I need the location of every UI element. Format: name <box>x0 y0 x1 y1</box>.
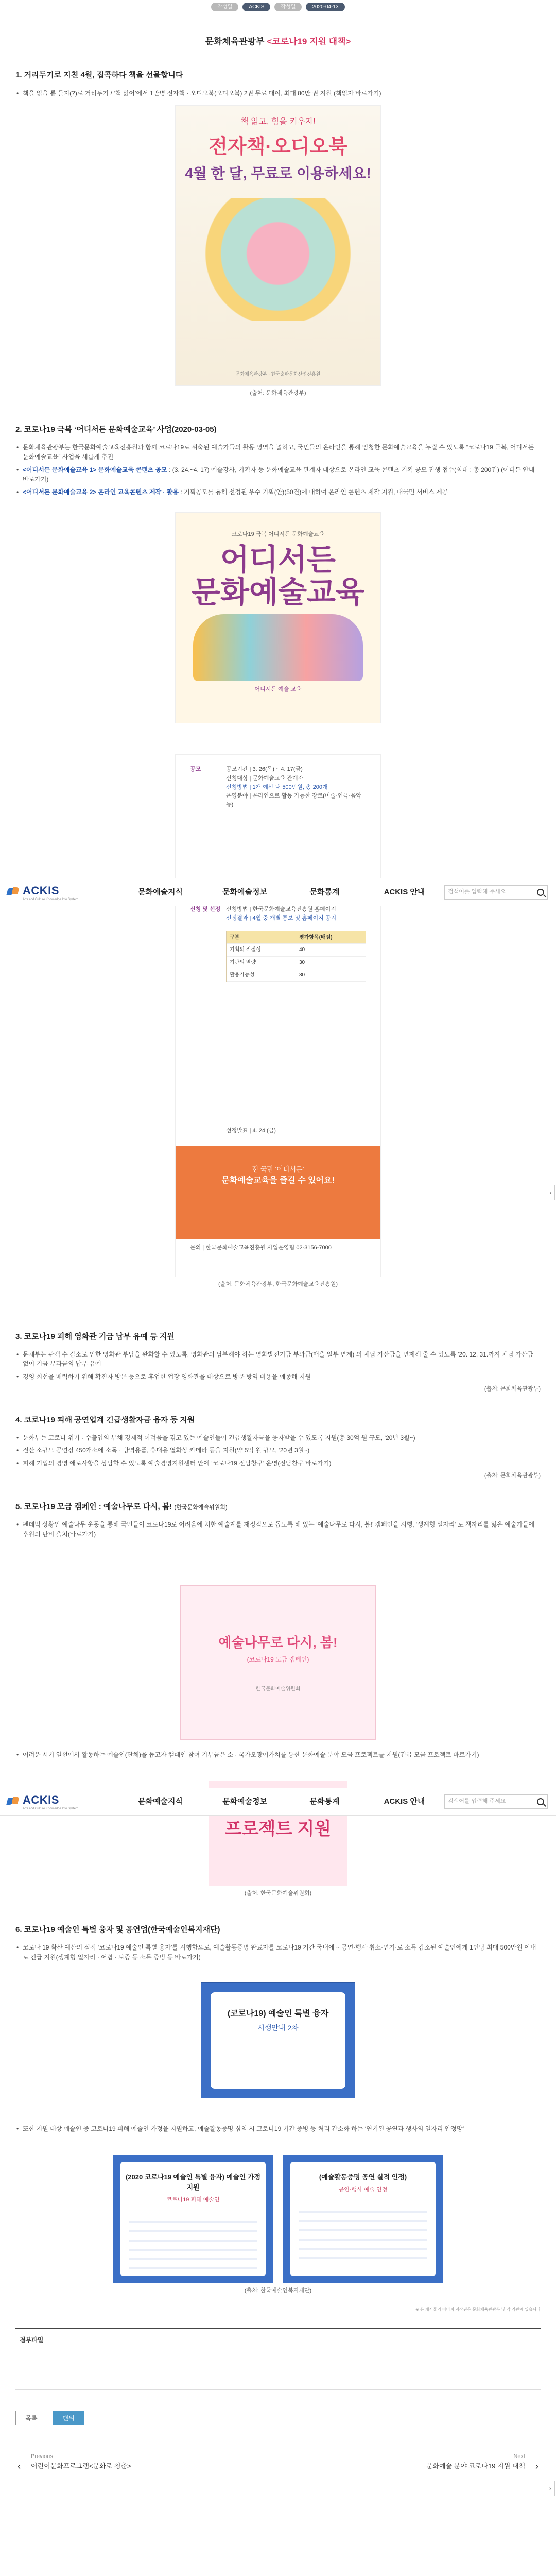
top-button[interactable]: 맨위 <box>53 2411 84 2425</box>
poster-text: 코로나19 피해 예술인 <box>166 2197 220 2204</box>
pager-title: 문화예술 분야 코로나19 지원 대책 <box>426 2462 525 2470</box>
search-input[interactable] <box>444 1794 548 1809</box>
section-5 <box>15 1501 541 1898</box>
attachments-box <box>15 2328 541 2390</box>
image-caption: (출처: 한국예술인복지재단) <box>244 2287 312 2294</box>
poster-text: 프로젝트 지원 <box>224 1819 332 1839</box>
poster-pair <box>15 2155 541 2283</box>
bullet-text: • 또한 지원 대상 예술인 중 코로나19 피해 예술인 가정을 지원하고, 예술활동증명 심의 시 코로나19 기간 증빙 등 처리 간소화 하는 ‘연기된 공연과 행사의 일자리 안정망’ <box>15 2124 541 2134</box>
bullet-rest: : 기획공모를 통해 선정된 우수 기획(안)(50건)에 대하여 온라인 콘텐츠 제작 지원, 대국민 서비스 제공 <box>180 488 448 496</box>
site-header <box>0 1788 556 1816</box>
image-caption: (출처: 문화체육관광부) <box>250 390 306 397</box>
bullet-rest: : (3. 24.~4. 17) 예술강사, 기획자 등 문화예술교육 관계자 대상으로 온라인 교육 콘텐츠 기획 공모 진행 접수(최대 : 총 200건) (어디든 안내 바로가기) <box>23 466 535 483</box>
poster-text: (2020 코로나19 예술인 특별 융자) 예술인 가정 지원 <box>125 2173 261 2191</box>
nav-item[interactable]: 문화예술지식 <box>137 887 183 896</box>
poster-text: 전자책·오디오북 <box>208 135 348 158</box>
poster-text: (코로나19) 예술인 특별 융자 <box>227 2009 329 2019</box>
section-title: 3. 코로나19 피해 영화관 기금 납부 유예 등 지원 <box>15 1332 175 1341</box>
site-header <box>0 878 556 906</box>
logo-text: ACKIS <box>23 1793 59 1806</box>
orange-banner <box>176 1146 380 1239</box>
logo[interactable] <box>7 882 125 902</box>
info-body <box>226 765 366 809</box>
section-title: 1. 거리두기로 지친 4월, 집콕하다 책을 선물합니다 <box>15 71 183 80</box>
title-accent: <코로나19 지원 대책> <box>267 37 351 46</box>
meta-chip: 작성일 <box>274 3 302 12</box>
page-title <box>15 35 541 48</box>
section-title: 6. 코로나19 예술인 특별 융자 및 공연업(한국예술인복지재단) <box>15 1925 220 1934</box>
image-caption: (출처: 문화체육관광부) <box>484 1472 541 1479</box>
nav-item[interactable]: 문화예술정보 <box>222 887 267 896</box>
nav-item[interactable]: 문화예술지식 <box>137 1797 183 1806</box>
poster-text: 4월 한 달, 무료로 이용하세요! <box>185 165 371 181</box>
chevron-left-icon: ‹ <box>18 2461 21 2472</box>
image-caption: (출처: 문화체육관광부, 한국문화예술교육진흥원) <box>218 1281 338 1288</box>
chevron-right-icon[interactable]: › <box>546 2481 555 2496</box>
section-title: 4. 코로나19 피해 공연업계 긴급생활자금 융자 등 지원 <box>15 1415 195 1425</box>
search-icon[interactable] <box>537 889 544 896</box>
org-name: 문화체육관광부 <box>205 37 265 46</box>
info-line: 공모기간 | 3. 26(목) ~ 4. 17(금) <box>226 766 303 773</box>
attachments-label: 첨부파일 <box>20 2336 44 2344</box>
poster-card <box>113 2155 273 2283</box>
poster-text: (코로나19 모금 캠페인) <box>247 1656 309 1664</box>
book-illustration <box>201 198 355 321</box>
table-head-cell: 평가항목(배점) <box>299 934 333 940</box>
info-line: 신청대상 | 문화예술교육 관계자 <box>226 775 304 782</box>
section-4 <box>15 1414 541 1480</box>
table-head-cell: 구분 <box>230 934 240 940</box>
table-row <box>227 944 366 957</box>
section-1 <box>15 69 541 398</box>
edu-poster <box>175 512 381 723</box>
table-row <box>227 969 366 982</box>
poster-inner <box>211 1992 345 2089</box>
list-button[interactable]: 목록 <box>15 2411 47 2425</box>
table-cell: 40 <box>299 947 305 953</box>
search-icon[interactable] <box>537 1798 544 1805</box>
prev-post-link[interactable] <box>15 2444 278 2490</box>
bullet-text: • 피해 기업의 경영 애로사항을 상담할 수 있도록 예술경영지원센터 안에 ‘코로나19 전담창구’ 운영(전담창구 바로가기) <box>15 1459 541 1468</box>
next-post-link[interactable] <box>278 2444 541 2490</box>
bullet-text: • 책을 읽을 통 들지(?)로 거리두기 / ‘책 읽어’에서 1만명 전자책 · 오디오북(오디오북) 2권 무료 대여, 최대 80만 권 지원 (책읽자 바로가기) <box>15 89 541 98</box>
contact-info: 문의 | 한국문화예술교육진흥원 사업운영팀 02-3156-7000 <box>190 1244 332 1251</box>
info-row <box>190 765 366 809</box>
bullet-label[interactable]: <어디서든 문화예술교육 2> 온라인 교육콘텐츠 제작 · 활용 <box>23 488 179 496</box>
poster-text: 한국문화예술위원회 <box>255 1686 301 1692</box>
loan-poster <box>201 1982 355 2098</box>
table-cell: 기관의 역량 <box>230 959 256 965</box>
poster-text: 공연·행사 예술 인정 <box>338 2186 388 2193</box>
copyright-note: ※ 본 게시물의 이미지 저작권은 문화체육관광부 및 각 기관에 있습니다 <box>415 2307 541 2312</box>
search-placeholder: 검색어를 입력해 주세요 <box>447 888 506 895</box>
poster-text: 코로나19 극복 어디서든 문화예술교육 <box>231 531 325 538</box>
global-nav <box>138 886 444 898</box>
poster-lines <box>129 2214 257 2270</box>
bullet-text <box>15 465 541 484</box>
button-row <box>15 2411 541 2425</box>
pager-label: Previous <box>31 2453 53 2460</box>
poster-text: 책 읽고, 힘을 키우자! <box>240 117 316 127</box>
pager-label: Next <box>513 2453 525 2460</box>
info-line: 선정발표 | 4. 24.(금) <box>226 1127 276 1134</box>
info-line: 신청방법 | 한국문화예술교육진흥원 홈페이지 <box>226 906 336 912</box>
bullet-text: • 펜데믹 상황인 예술나무 운동을 통해 국민들이 코로나19로 어려움에 처한 예술계를 재정적으로 돕도록 해 있는 ‘예술나무로 다시, 봄!’ 캠페인을 시행, ‘생계형 일자리’ 로 책자리를 잃은 예술가들에 후원의 단비 출처(바로가기) <box>15 1520 541 1539</box>
logo-icon <box>7 1795 20 1807</box>
article <box>15 14 541 2490</box>
search-placeholder: 검색어를 입력해 주세요 <box>447 1798 506 1804</box>
bullet-label[interactable]: <어디서든 문화예술교육 1> 문화예술교육 콘텐츠 공모 <box>23 466 167 473</box>
bullet-text: • 코로나 19 확산 예산의 실적 ‘코로나19 예술인 특별 융자’를 시행함으로, 예술활동증명 완료자를 코로나19 기간 국내에 ~ 공연·행사 취소·연기·로 소득 감소된 예술인에게 1인당 최대 500만원 이내로 긴급 지원(생계형 일자리 · 어렵 · 보증 등 소득 증빙 등 바로가기) <box>15 1943 541 1962</box>
section-2 <box>15 423 541 1289</box>
info-tag: 공모 <box>190 766 201 773</box>
spacer <box>15 1542 541 1578</box>
meta-strip <box>0 0 556 14</box>
poster-text: (예술활동증명 공연 실적 인정) <box>319 2173 407 2181</box>
table-header <box>227 931 366 944</box>
nav-item[interactable]: 문화통계 <box>309 1797 340 1806</box>
table-cell: 30 <box>299 959 305 965</box>
info-row <box>190 1127 366 1136</box>
section-title <box>15 1501 541 1513</box>
logo-subtitle: Arts and Culture Knowledge Info System <box>23 1807 79 1810</box>
poster-inner <box>290 2162 436 2276</box>
bullet-text: • 어려운 시기 일선에서 활동하는 예술인(단체)을 돕고자 캠페인 참여 기부금은 소 · 국가오광이가치를 통한 문화예술 분야 모금 프로젝트를 지원(긴급 모금 프로젝트 바로가기) <box>15 1750 541 1760</box>
search-input[interactable] <box>444 885 548 900</box>
banner-text: 문화예술교육을 즐길 수 있어요! <box>221 1176 335 1185</box>
meta-chip-date: 2020-04-13 <box>306 3 344 12</box>
info-body <box>226 905 366 923</box>
poster-card <box>283 2155 443 2283</box>
poster-text: 시행안내 2차 <box>257 2023 299 2032</box>
logo-text: ACKIS <box>23 884 59 897</box>
pager-title: 어린이문화프로그램<문화로 청춘> <box>31 2462 131 2470</box>
poster-text: 예술나무로 다시, 봄! <box>218 1635 338 1651</box>
section-3 <box>15 1331 541 1394</box>
nav-item[interactable]: ACKIS 안내 <box>384 1797 425 1806</box>
info-tag: 신청 및 선정 <box>190 906 221 912</box>
meta-chip: ACKIS <box>242 3 270 12</box>
info-line: 선정결과 | 4월 중 개별 통보 및 홈페이지 공지 <box>226 914 337 921</box>
criteria-table <box>226 931 366 982</box>
poster-inner <box>120 2162 266 2276</box>
section-title: 2. 코로나19 극복 ‘어디서든 문화예술교육’ 사업(2020-03-05) <box>15 425 217 434</box>
bullet-text: • 문화체육관광부는 한국문화예술교육진흥원과 함께 코로나19로 위축된 예술가들의 활동 영역을 넓히고, 국민들의 온라인을 통해 엄청한 문화예술교육을 누릴 수 있도록 “코로나19 극복, 어디서든 문화예술교육” 사업을 새롭게 추진 <box>15 443 541 462</box>
info-row <box>190 905 366 923</box>
table-row <box>227 957 366 970</box>
section-title-source: (한국문화예술위원회) <box>174 1504 228 1511</box>
spacer <box>190 993 366 1127</box>
table-cell: 활용가능성 <box>230 972 255 978</box>
ebook-poster <box>175 105 381 386</box>
logo[interactable] <box>7 1791 125 1811</box>
bullet-text: • 전산 소규모 공연장 450개소에 소독 · 방역용품, 휴대용 열화상 카메라 등을 지원(약 5억 원 규모, ‘20년 3월~) <box>15 1446 541 1455</box>
table-cell: 30 <box>299 972 305 978</box>
meta-chip: 작성일 <box>211 3 238 12</box>
post-pager <box>15 2444 541 2490</box>
poster-text: 어디서든 예술 교육 <box>254 686 302 693</box>
table-cell: 기획의 적절성 <box>230 947 261 953</box>
edu-info-poster <box>175 754 381 1277</box>
bullet-text <box>15 487 541 497</box>
global-nav <box>138 1795 444 1807</box>
logo-subtitle: Arts and Culture Knowledge Info System <box>23 897 79 901</box>
section-title-text: 5. 코로나19 모금 캠페인 : 예술나무로 다시, 봄! <box>15 1502 172 1511</box>
logo-icon <box>7 886 20 897</box>
kids-illustration <box>193 614 363 681</box>
nav-item[interactable]: 문화예술정보 <box>222 1797 267 1806</box>
banner-text: 전 국민 ‘어디서든’ <box>252 1165 304 1173</box>
poster-logos: 문화체육관광부 · 한국출판문화산업진흥원 <box>235 371 321 377</box>
bullet-text: • 문체부는 관객 수 감소로 인한 영화관 부담을 완화할 수 있도록, 영화관의 납부해야 하는 영화발전기금 부과금(매출 일부 면제) 의 체납 가산금을 면제해 줄 수 있도록 ’20. 12. 31.까지 체납 가산금 없이 기금 부과금의 납부 유예 <box>15 1350 541 1369</box>
poster-text: 문화예술교육 <box>191 575 365 609</box>
bullet-text: • 문화부는 코로나 위기 · 수출입의 부채 경제적 어려움을 겪고 있는 예술인들이 긴급생활자금을 융자받을 수 있도록 지원(총 30억 원 규모, ‘20년 3월~) <box>15 1433 541 1443</box>
chevron-right-icon[interactable]: › <box>546 1185 555 1200</box>
poster-lines <box>299 2204 427 2260</box>
info-line: 신청방법 | 1개 예산 내 500만원, 총 200개 <box>226 784 328 790</box>
nav-item[interactable]: ACKIS 안내 <box>384 887 425 896</box>
bullet-text: • 경영 회선을 매력하기 위해 확진자 방문 등으로 휴업한 업장 영화관을 대상으로 방문 방역 비용을 예종해 지원 <box>15 1372 541 1382</box>
nav-item[interactable]: 문화통계 <box>309 887 340 896</box>
poster-text: 어디서든 <box>220 543 336 577</box>
image-caption: (출처: 한국문화예술위원회) <box>244 1890 312 1896</box>
campaign-poster <box>180 1585 376 1740</box>
section-6 <box>15 1924 541 2313</box>
info-tag <box>190 1127 226 1136</box>
image-caption: (출처: 문화체육관광부) <box>484 1385 541 1392</box>
chevron-right-icon: › <box>535 2461 538 2472</box>
info-line: 운영분야 | 온라인으로 활동 가능한 장르(미술·연극·음악 등) <box>226 792 361 808</box>
